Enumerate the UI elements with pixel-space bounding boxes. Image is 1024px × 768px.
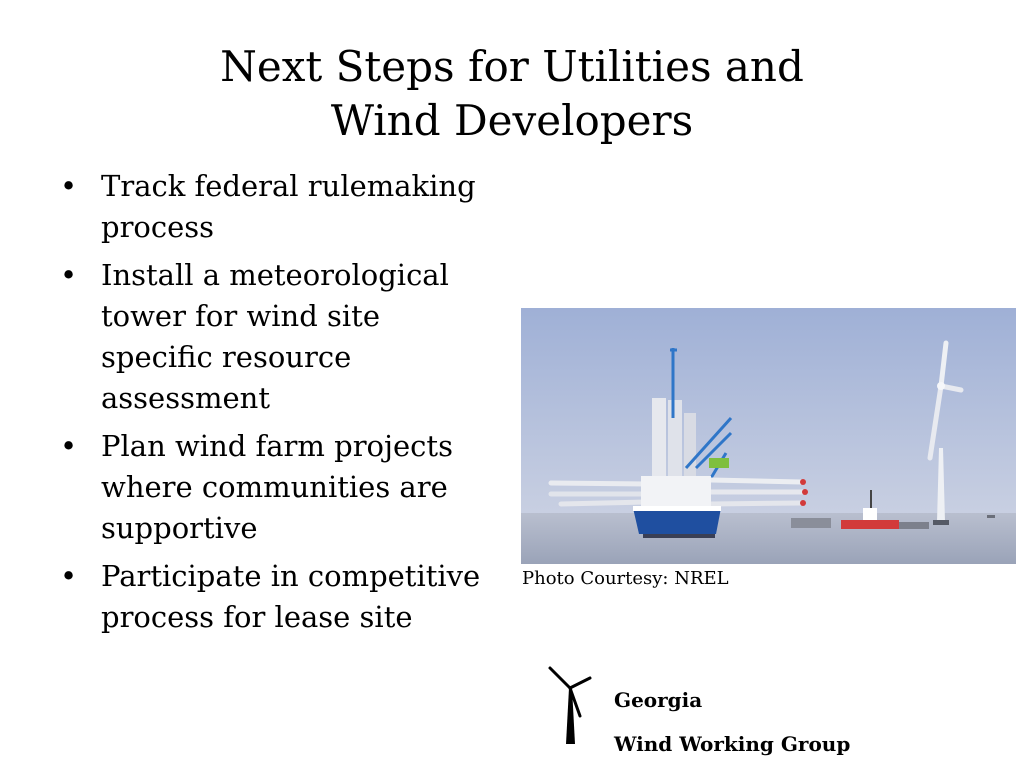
organization-logo-text [614, 678, 850, 766]
logo-line-1: Georgia [614, 688, 703, 712]
bullet-item: • Install a meteorological tower for wind site specific resource assessment [58, 255, 498, 419]
bullet-item: • Participate in competitive process for lease site [58, 556, 498, 638]
crane-cab [709, 458, 729, 468]
installation-vessel [633, 476, 721, 538]
title-line-2: Wind Developers [330, 96, 694, 145]
bullet-item: • Track federal rulemaking process [58, 166, 498, 248]
slide-title [112, 40, 912, 148]
title-line-1: Next Steps for Utilities and [220, 42, 804, 91]
wind-turbine-logo-icon [544, 660, 594, 746]
logo-line-2: Wind Working Group [614, 732, 851, 756]
bullet-list [58, 166, 498, 645]
photo-caption: Photo Courtesy: NREL [522, 568, 729, 589]
distant-buoy [987, 515, 995, 518]
offshore-wind-photo [521, 308, 1016, 564]
bullet-item: • Plan wind farm projects where communities are supportive [58, 426, 498, 549]
